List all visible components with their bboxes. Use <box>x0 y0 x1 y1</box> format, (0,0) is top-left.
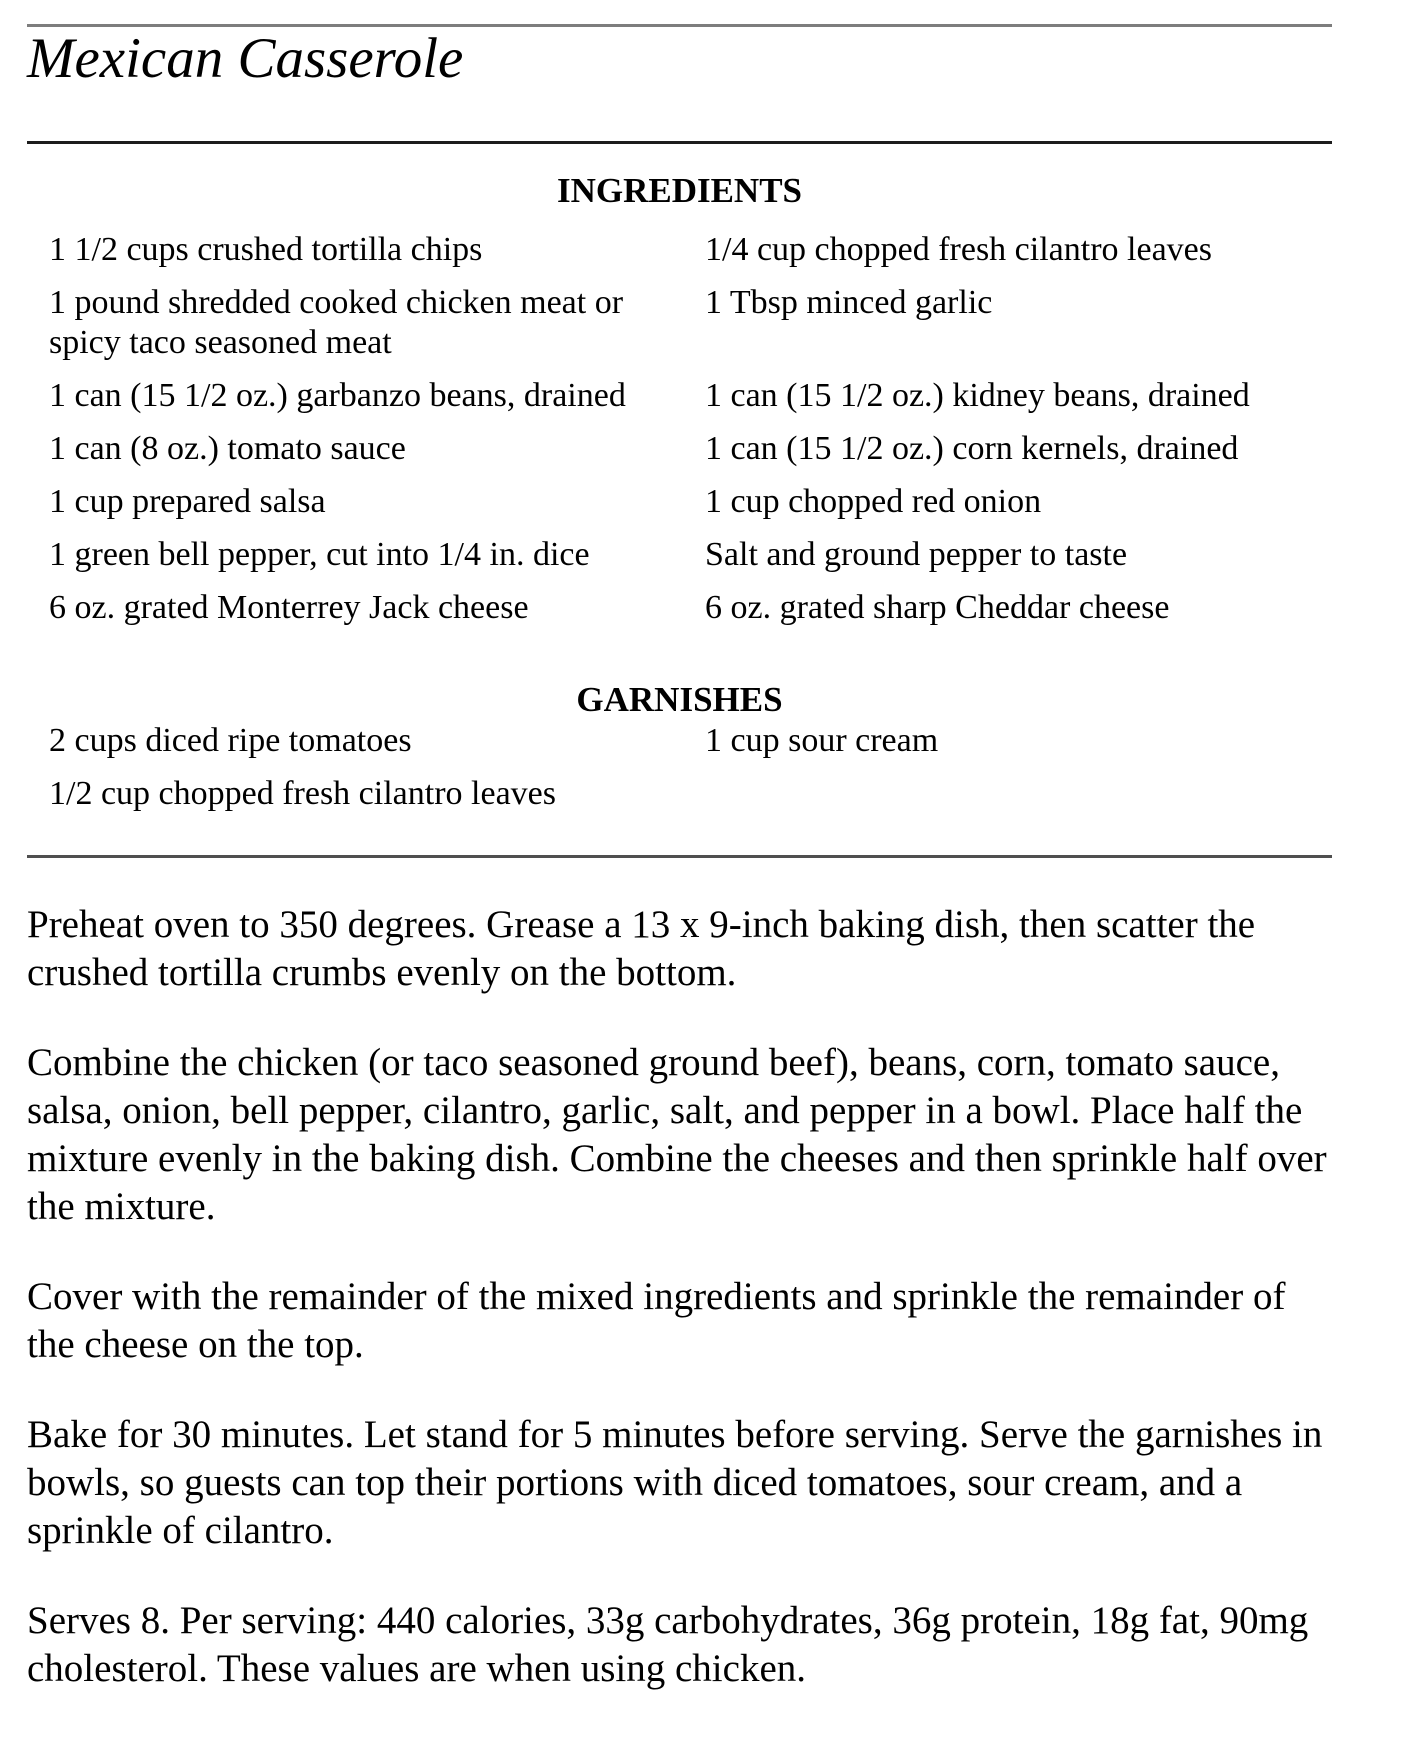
instruction-paragraph: Cover with the remainder of the mixed ingredients and sprinkle the remainder of the cheese on the top. <box>27 1275 1286 1366</box>
instruction-paragraph: Bake for 30 minutes. Let stand for 5 minutes before serving. Serve the garnishes in bowls, so guests can top their portions with diced tomatoes, sour cream, and a sprinkle of cilantro. <box>27 1413 1323 1552</box>
ingredient-item: 1 pound shredded cooked chicken meat or spicy taco seasoned meat <box>49 284 624 361</box>
garnish-item: 1 cup sour cream <box>705 722 939 759</box>
ingredient-item: 1 can (15 1/2 oz.) kidney beans, drained <box>705 377 1250 414</box>
ingredient-item: Salt and ground pepper to taste <box>705 536 1128 573</box>
ingredients-list <box>27 230 1332 641</box>
instructions <box>27 901 1335 1693</box>
ingredient-item: 1 green bell pepper, cut into 1/4 in. dice <box>49 536 590 573</box>
ingredient-item: 1 can (8 oz.) tomato sauce <box>49 430 406 467</box>
instruction-paragraph: Preheat oven to 350 degrees. Grease a 13 x 9-inch baking dish, then scatter the crushed tortilla crumbs evenly on the bottom. <box>27 903 1256 994</box>
ingredient-item: 1 1/2 cups crushed tortilla chips <box>49 231 483 268</box>
ingredient-item: 1 cup chopped red onion <box>705 483 1042 520</box>
ingredient-item: 6 oz. grated sharp Cheddar cheese <box>705 589 1170 626</box>
ingredient-item: 1 cup prepared salsa <box>49 483 326 520</box>
ingredient-item: 1 can (15 1/2 oz.) corn kernels, drained <box>705 430 1239 467</box>
nutrition-paragraph: Serves 8. Per serving: 440 calories, 33g carbohydrates, 36g protein, 18g fat, 90mg cholesterol. These values are when using chicken. <box>27 1599 1309 1690</box>
ingredient-item: 6 oz. grated Monterrey Jack cheese <box>49 589 529 626</box>
ingredients-heading: INGREDIENTS <box>556 171 803 210</box>
garnish-item: 2 cups diced ripe tomatoes <box>49 722 412 759</box>
ingredient-item: 1 Tbsp minced garlic <box>705 284 993 321</box>
garnish-item <box>705 774 1332 814</box>
instruction-paragraph: Combine the chicken (or taco seasoned ground beef), beans, corn, tomato sauce, salsa, onion, bell pepper, cilantro, garlic, salt, and pepper in a bowl. Place half the mixture evenly in the baking dish. Combine the cheeses and then sprinkle half over the mixture. <box>27 1041 1327 1228</box>
garnishes-heading: GARNISHES <box>576 680 783 719</box>
garnishes-list <box>27 721 1332 827</box>
garnish-item: 1/2 cup chopped fresh cilantro leaves <box>49 775 556 812</box>
recipe-page <box>27 24 1332 1693</box>
section-divider <box>27 855 1332 858</box>
ingredient-item: 1/4 cup chopped fresh cilantro leaves <box>705 231 1212 268</box>
title-divider <box>27 141 1332 144</box>
page-title: Mexican Casserole <box>27 27 464 90</box>
ingredient-item: 1 can (15 1/2 oz.) garbanzo beans, drained <box>49 377 626 414</box>
